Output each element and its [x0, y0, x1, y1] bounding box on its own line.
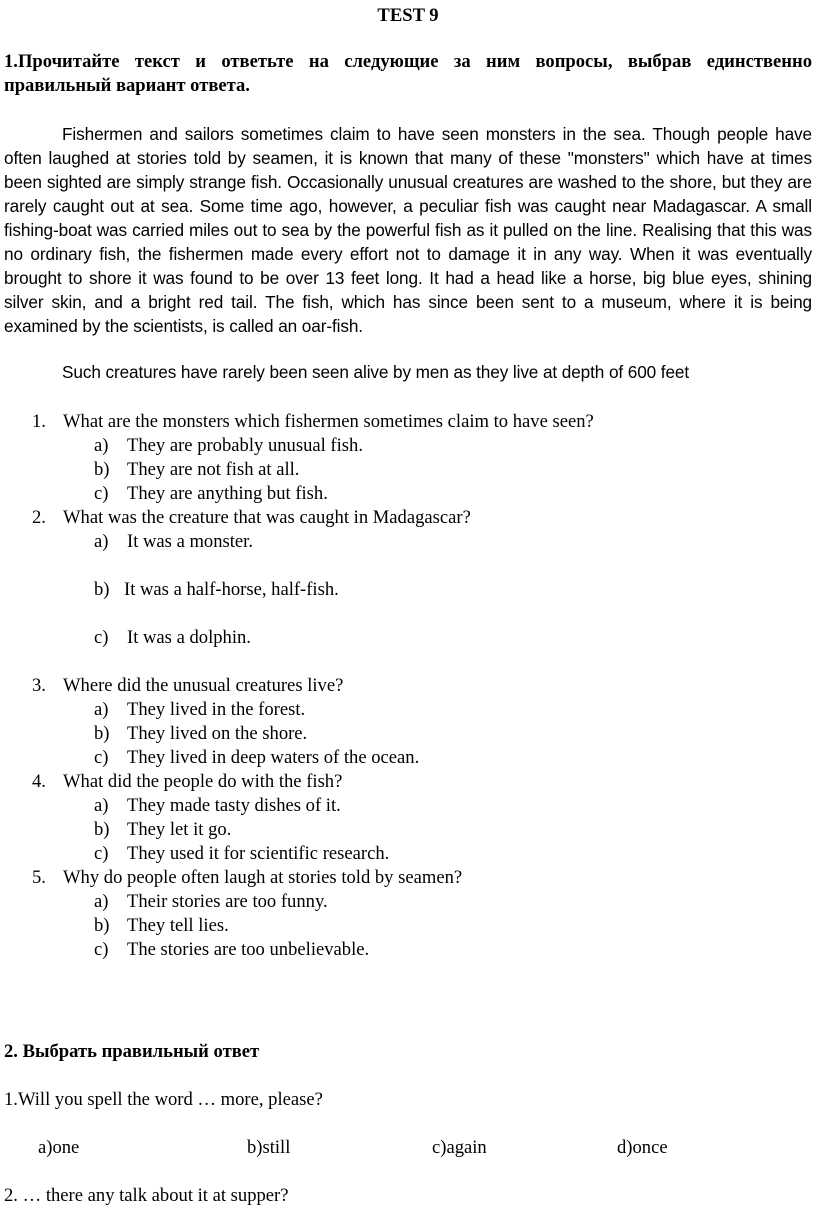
option-text: They used it for scientific research.: [127, 843, 390, 864]
question-4: [0, 770, 816, 794]
option-text: They are not fish at all.: [127, 459, 300, 480]
option-letter: a): [94, 435, 109, 456]
answer-option: [0, 938, 816, 962]
answer-option: [0, 530, 816, 578]
option-letter: c): [94, 843, 109, 864]
option-text: It was a monster.: [127, 531, 253, 552]
option-letter: a): [94, 891, 109, 912]
choice-d: d)once: [617, 1137, 668, 1158]
question-5: [0, 866, 816, 890]
passage-paragraph-1: Fishermen and sailors sometimes claim to have seen monsters in the sea. Though people have often laughed at stories told by seamen, it is known that many of these "monsters" which have at times been sighted are simply strange fish. Occasionally unusual creatures are washed to the shore, but they are rarely caught out at sea. Some time ago, however, a peculiar fish was caught near Madagascar. A small fishing-boat was carried miles out to sea by the powerful fish as it pulled on the line. Realising that this was no ordinary fish, the fishermen made every effort not to damage it in any way. When it was eventually brought to shore it was found to be over 13 feet long. It had a head like a horse, big blue eyes, shining silver skin, and a bright red tail. The fish, which has since been sent to a museum, where it is being examined by the scientists, is called an oar-fish.: [4, 124, 812, 336]
option-text: They are probably unusual fish.: [127, 435, 363, 456]
option-text: It was a dolphin.: [127, 627, 251, 648]
option-letter: b): [94, 459, 110, 480]
question-number: 5.: [32, 867, 46, 888]
option-letter: c): [94, 483, 109, 504]
option-letter: c): [94, 747, 109, 768]
answer-option: [0, 482, 816, 506]
answer-option: [0, 626, 816, 674]
option-letter: a): [94, 795, 109, 816]
question-number: 2.: [32, 507, 46, 528]
question-1: [0, 410, 816, 434]
answer-option: [0, 578, 816, 626]
answer-option: [0, 890, 816, 914]
option-letter: b): [94, 579, 110, 600]
option-letter: c): [94, 627, 109, 648]
passage-paragraph-2: Such creatures have rarely been seen alive by men as they live at depth of 600 feet: [62, 362, 690, 382]
option-text: They let it go.: [127, 819, 232, 840]
option-letter: b): [94, 915, 110, 936]
option-letter: b): [94, 723, 110, 744]
question-list: [0, 410, 816, 962]
option-letter: a): [94, 699, 109, 720]
exercise-item-1-options: [0, 1136, 816, 1160]
answer-option: [0, 434, 816, 458]
option-text: They lived in deep waters of the ocean.: [127, 747, 420, 768]
option-text: They are anything but fish.: [127, 483, 328, 504]
answer-option: [0, 698, 816, 722]
exercise-item-2: 2. … there any talk about it at supper?: [4, 1185, 289, 1206]
answer-option: [0, 746, 816, 770]
choice-c: c)again: [432, 1137, 487, 1158]
option-text: The stories are too unbelievable.: [127, 939, 370, 960]
option-letter: c): [94, 939, 109, 960]
question-text: What was the creature that was caught in Madagascar?: [63, 507, 471, 528]
answer-option: [0, 842, 816, 866]
page-title: TEST 9: [377, 5, 439, 26]
exercise-item-1: 1.Will you spell the word … more, please?: [4, 1089, 323, 1110]
option-text: Their stories are too funny.: [127, 891, 328, 912]
option-text: They tell lies.: [127, 915, 229, 936]
question-text: Where did the unusual creatures live?: [63, 675, 344, 696]
question-text: What are the monsters which fishermen sometimes claim to have seen?: [63, 411, 594, 432]
task1-heading: 1.Прочитайте текст и ответьте на следующие за ним вопросы, выбрав единственно правильный вариант ответа.: [4, 51, 812, 96]
question-text: What did the people do with the fish?: [63, 771, 343, 792]
option-text: They lived on the shore.: [127, 723, 308, 744]
question-number: 1.: [32, 411, 46, 432]
question-text: Why do people often laugh at stories told by seamen?: [63, 867, 463, 888]
option-text: They made tasty dishes of it.: [127, 795, 341, 816]
choice-a: a)one: [38, 1137, 80, 1158]
question-number: 3.: [32, 675, 46, 696]
reading-passage: [4, 122, 812, 384]
option-letter: a): [94, 531, 109, 552]
answer-option: [0, 794, 816, 818]
option-letter: b): [94, 819, 110, 840]
question-2: [0, 506, 816, 530]
answer-option: [0, 914, 816, 938]
option-text: It was a half-horse, half-fish.: [124, 579, 339, 600]
answer-option: [0, 722, 816, 746]
answer-option: [0, 818, 816, 842]
choice-b: b)still: [247, 1137, 291, 1158]
question-number: 4.: [32, 771, 46, 792]
question-3: [0, 674, 816, 698]
task2-heading: 2. Выбрать правильный ответ: [4, 1041, 260, 1062]
option-text: They lived in the forest.: [127, 699, 306, 720]
answer-option: [0, 458, 816, 482]
